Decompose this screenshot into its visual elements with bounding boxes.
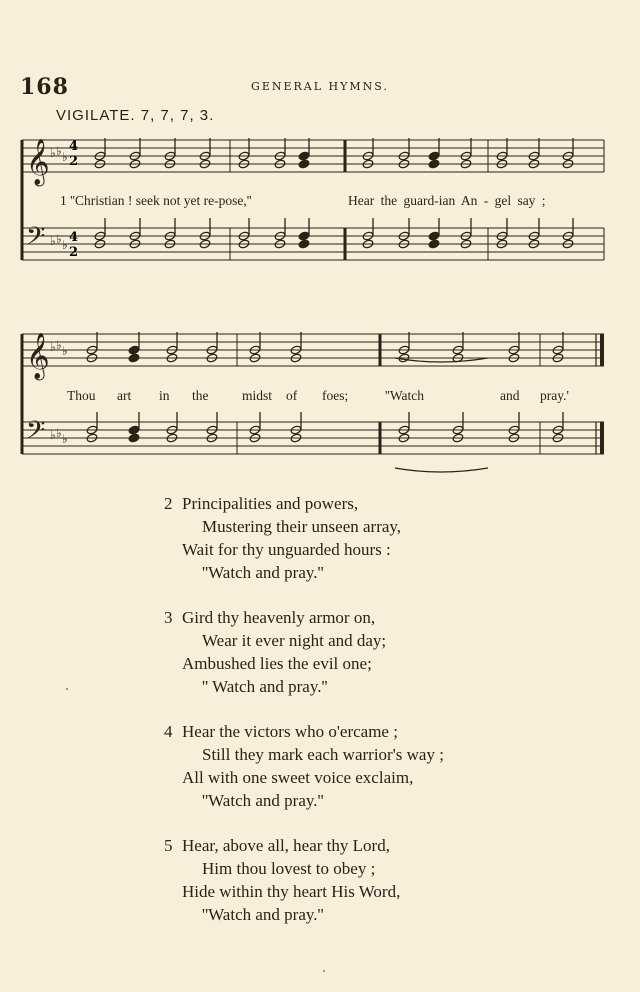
time-signature-top: 4 [69, 139, 79, 154]
stanza-line: ''Watch and pray.'' [202, 791, 324, 810]
stanza-line: Still they mark each warrior's way ; [202, 745, 444, 764]
stanza-line: '' Watch and pray.'' [202, 677, 328, 696]
lyric-syllable: art [117, 388, 132, 403]
stanza-number: 2 [164, 494, 173, 513]
lyric-syllable: the [192, 388, 209, 403]
note-head [428, 231, 440, 241]
lyric-syllable: ''Watch [385, 388, 425, 403]
lyric-syllable: and [500, 388, 520, 403]
running-head: GENERAL HYMNS. [251, 80, 389, 93]
stanza-line: ''Watch and pray.'' [202, 905, 324, 924]
flat-icon: ♭ [56, 144, 62, 158]
stanza-line: Wear it ever night and day; [202, 631, 387, 650]
flat-icon: ♭ [50, 428, 56, 442]
lyric-syllable: in [159, 388, 170, 403]
paper-speck [323, 970, 325, 972]
clefs [26, 139, 68, 451]
paper-speck [66, 688, 68, 690]
flat-icon: ♭ [50, 340, 56, 354]
stanza-line: Ambushed lies the evil one; [182, 654, 372, 673]
note-head [128, 433, 140, 443]
clef-icon: 𝄞 [26, 333, 50, 379]
stanza-line: Hear the victors who o'ercame ; [182, 722, 398, 741]
tie-curve [395, 468, 488, 472]
stanza-number: 3 [164, 608, 173, 627]
flat-icon: ♭ [62, 432, 68, 446]
flat-icon: ♭ [56, 426, 62, 440]
time-signature-bottom: 2 [69, 154, 79, 169]
flat-icon: ♭ [62, 150, 68, 164]
stanza-line: Him thou lovest to obey ; [202, 859, 376, 878]
lyric-line-1a: 1 ''Christian ! seek not yet re-pose,'' [60, 193, 252, 208]
clef-icon: 𝄢 [26, 416, 46, 451]
stanza-line: ''Watch and pray.'' [202, 563, 324, 582]
note-head [298, 239, 310, 249]
flat-icon: ♭ [50, 146, 56, 160]
staff-lines [22, 140, 604, 454]
clef-icon: 𝄞 [26, 139, 50, 185]
lyric-syllable: pray.' [540, 388, 569, 403]
stanza-number: 5 [164, 836, 173, 855]
note-head [298, 159, 310, 169]
note-head [128, 353, 140, 363]
stanza-line: Principalities and powers, [182, 494, 359, 513]
time-signature-bottom-bass: 2 [69, 245, 79, 260]
stanza-line: Mustering their unseen array, [202, 517, 402, 536]
stanza-line: All with one sweet voice exclaim, [182, 768, 414, 787]
flat-icon: ♭ [50, 234, 56, 248]
flat-icon: ♭ [62, 238, 68, 252]
stanza-number: 4 [164, 722, 173, 741]
music-score [0, 0, 640, 480]
stanza-line: Hide within thy heart His Word, [182, 882, 401, 901]
clef-icon: 𝄢 [26, 222, 46, 257]
note-head [428, 239, 440, 249]
stanza-line: Wait for thy unguarded hours : [182, 540, 391, 559]
note-head [428, 159, 440, 169]
note-head [298, 231, 310, 241]
flat-icon: ♭ [56, 232, 62, 246]
note-head [128, 425, 140, 435]
tune-title: VIGILATE. 7, 7, 7, 3. [56, 107, 215, 124]
barlines [22, 140, 604, 454]
lyric-syllable: foes; [322, 388, 349, 403]
page-number: 168 [20, 74, 69, 100]
flat-icon: ♭ [56, 338, 62, 352]
stanza-line: Gird thy heavenly armor on, [182, 608, 376, 627]
note-head [428, 151, 440, 161]
time-signature-top-bass: 4 [69, 230, 79, 245]
note-head [128, 345, 140, 355]
note-head [298, 151, 310, 161]
flat-icon: ♭ [62, 344, 68, 358]
lyric-syllable: midst [242, 388, 273, 403]
lyric-syllable: Thou [67, 388, 96, 403]
lyric-line-1b: Hear the guard-ian An - gel say ; [348, 193, 546, 208]
lyric-syllable: of [286, 388, 298, 403]
stanza-line: Hear, above all, hear thy Lord, [182, 836, 390, 855]
